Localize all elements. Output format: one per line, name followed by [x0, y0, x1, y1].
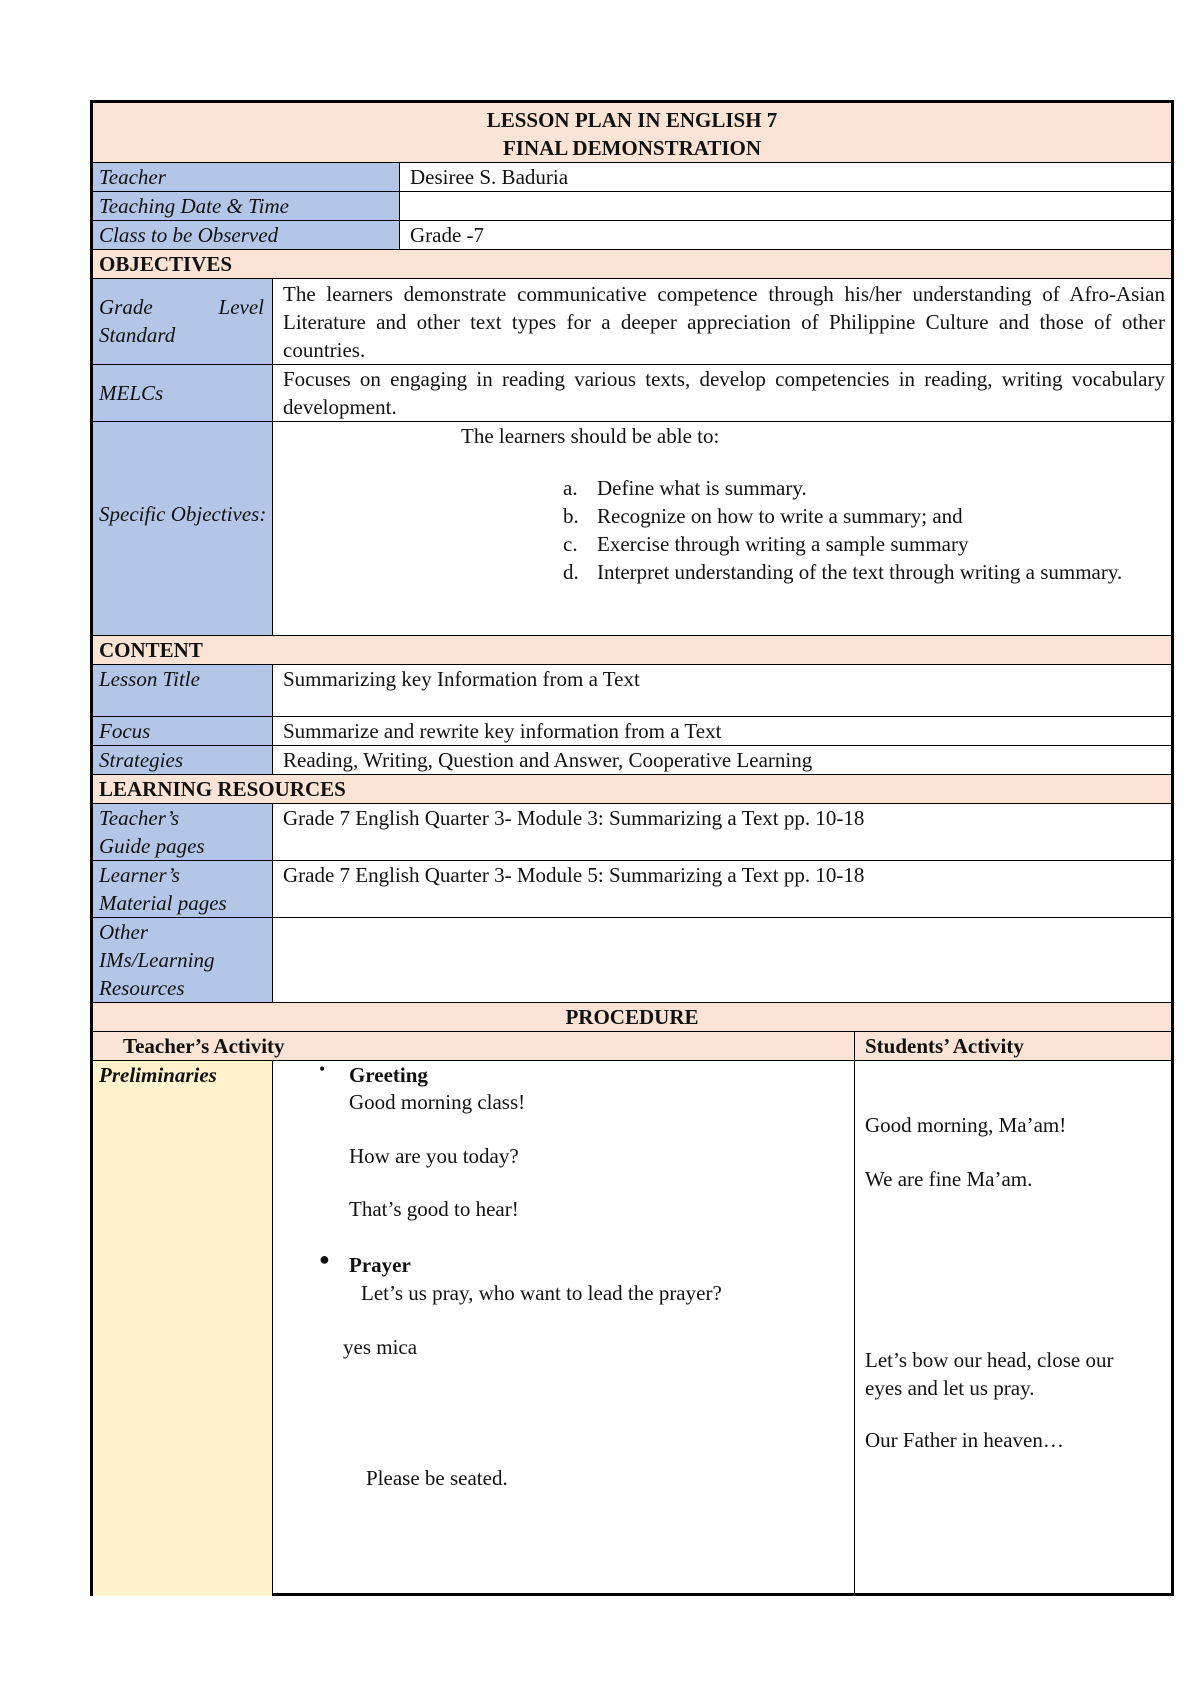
focus-label: Focus [93, 717, 273, 745]
strategies-row [93, 746, 1171, 775]
page-title [93, 103, 1171, 162]
student-line-3: Let’s bow our head, close our [865, 1348, 1114, 1372]
focus-value: Summarize and rewrite key information from a Text [283, 719, 722, 743]
list-item: b. Recognize on how to write a summary; and [563, 504, 963, 528]
preliminaries-row [93, 1061, 1171, 1596]
student-line-2: We are fine Ma’am. [865, 1167, 1033, 1191]
preliminaries-label-cell [93, 1061, 273, 1596]
teacher-activity-header: Teacher’s Activity [93, 1032, 855, 1060]
date-label: Teaching Date & Time [93, 192, 400, 220]
specific-objectives-list [563, 474, 1122, 586]
greeting-line-2: How are you today? [349, 1144, 519, 1168]
learner-material-row [93, 861, 1171, 918]
melcs-text: Focuses on engaging in reading various texts, develop competencies in reading, writing vocabulary development. [283, 367, 1165, 419]
class-label: Class to be Observed [93, 221, 400, 249]
teacher-guide-label: Teacher’s Guide pages [93, 804, 273, 860]
teacher-label: Teacher [93, 163, 400, 191]
greeting-title: Greeting [349, 1063, 428, 1087]
preliminaries-label: Preliminaries [99, 1063, 217, 1087]
learning-resources-header: LEARNING RESOURCES [93, 775, 1171, 804]
class-row [93, 221, 1171, 250]
lesson-plan-table [90, 100, 1174, 1596]
specific-objectives-intro: The learners should be able to: [461, 424, 720, 448]
class-value: Grade -7 [410, 223, 485, 247]
other-resources-label: Other IMs/Learning Resources [93, 918, 273, 1002]
lesson-title-value: Summarizing key Information from a Text [283, 667, 640, 691]
students-activity-header: Students’ Activity [865, 1034, 1024, 1058]
focus-row [93, 717, 1171, 746]
teacher-row [93, 163, 1171, 192]
melcs-row [93, 365, 1171, 422]
list-item: c. Exercise through writing a sample summary [563, 532, 969, 556]
content-header: CONTENT [93, 636, 1171, 665]
bullet-icon: ● [319, 1249, 330, 1269]
learner-material-value: Grade 7 English Quarter 3- Module 5: Summarizing a Text pp. 10-18 [283, 863, 865, 887]
procedure-columns-row [93, 1032, 1171, 1061]
list-item: d. Interpret understanding of the text through writing a summary. [563, 560, 1123, 584]
specific-objectives-content [273, 422, 1171, 635]
date-value [400, 192, 1171, 220]
teacher-activity-cell [273, 1061, 855, 1596]
melcs-label: MELCs [93, 365, 273, 421]
teacher-value: Desiree S. Baduria [410, 165, 569, 189]
student-line-4: eyes and let us pray. [865, 1376, 1035, 1400]
greeting-line-3: That’s good to hear! [349, 1197, 519, 1221]
prayer-title: Prayer [349, 1253, 411, 1277]
specific-objectives-row [93, 422, 1171, 636]
students-activity-cell [855, 1061, 1171, 1596]
prayer-call: yes mica [343, 1335, 418, 1359]
grade-standard-label: Grade Level Standard [93, 279, 273, 364]
grade-standard-row [93, 279, 1171, 365]
objectives-header: OBJECTIVES [93, 250, 1171, 279]
specific-objectives-label: Specific Objectives: [93, 422, 273, 635]
learner-material-label: Learner’s Material pages [93, 861, 273, 917]
student-line-5: Our Father in heaven… [865, 1428, 1064, 1452]
lesson-title-label: Lesson Title [93, 665, 273, 716]
title-line-2: FINAL DEMONSTRATION [502, 136, 762, 160]
other-resources-value [273, 918, 1171, 1002]
greeting-line-1: Good morning class! [349, 1090, 526, 1114]
teacher-guide-row [93, 804, 1171, 861]
bullet-icon: • [319, 1061, 326, 1079]
procedure-header: PROCEDURE [93, 1003, 1171, 1032]
lesson-title-row [93, 665, 1171, 717]
student-line-1: Good morning, Ma’am! [865, 1113, 1067, 1137]
other-resources-row [93, 918, 1171, 1003]
grade-standard-text: The learners demonstrate communicative competence through his/her understanding of Afro-Asian Literature and other text types for a deeper appreciation of Philippine Culture and those of other countries. [283, 282, 1165, 362]
title-line-1: LESSON PLAN IN ENGLISH 7 [486, 108, 778, 132]
list-item: a. Define what is summary. [563, 476, 807, 500]
date-row [93, 192, 1171, 221]
prayer-line: Let’s us pray, who want to lead the prayer? [361, 1281, 722, 1305]
title-row [93, 103, 1171, 163]
teacher-guide-value: Grade 7 English Quarter 3- Module 3: Summarizing a Text pp. 10-18 [283, 806, 865, 830]
strategies-value: Reading, Writing, Question and Answer, Cooperative Learning [283, 748, 813, 772]
strategies-label: Strategies [93, 746, 273, 774]
seated-line: Please be seated. [366, 1466, 508, 1490]
